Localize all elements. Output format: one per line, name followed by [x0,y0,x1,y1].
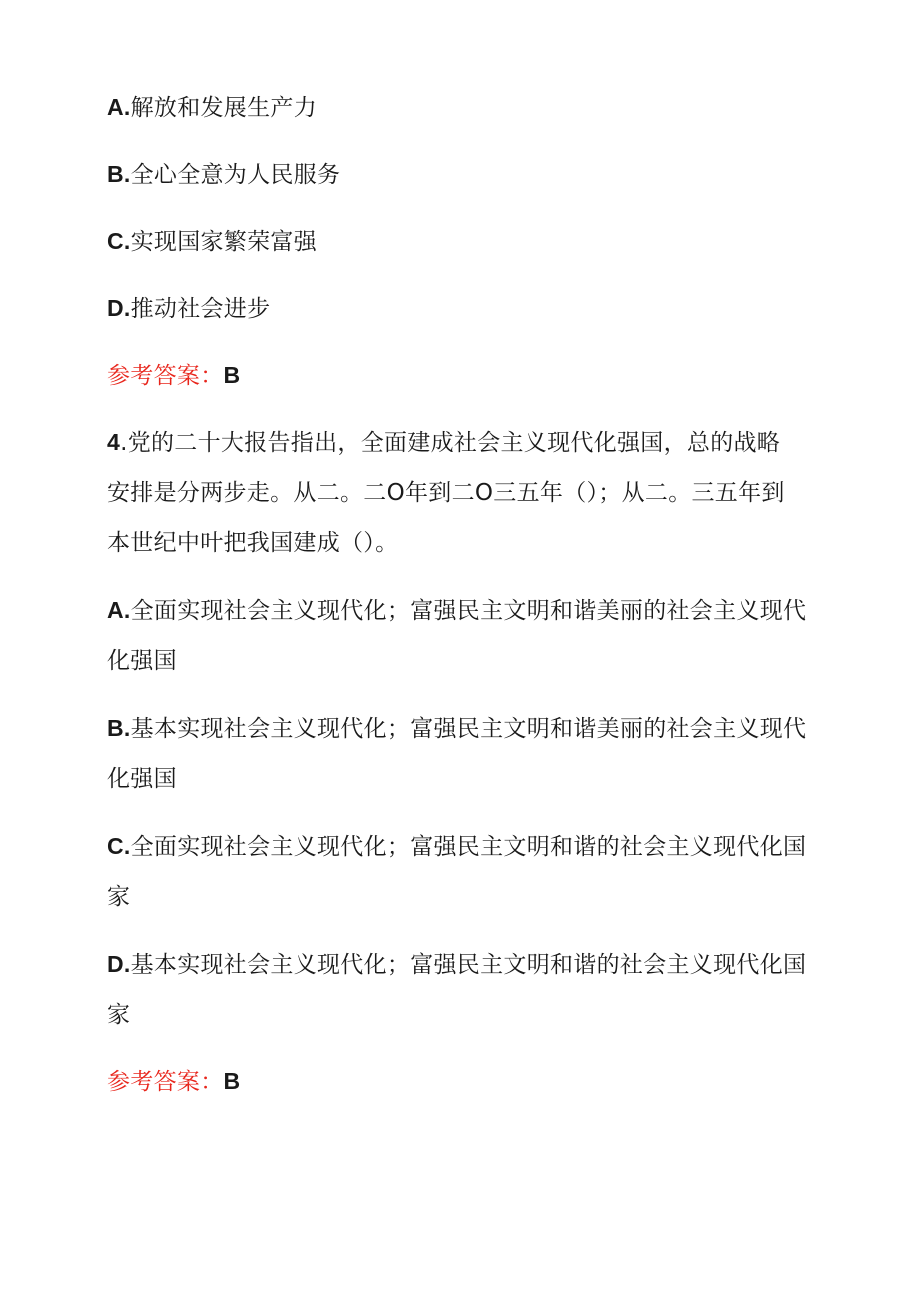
answer-label: 参考答案： [107,363,224,389]
option-text: 实现国家繁荣富强 [130,229,318,255]
q4-option-a [107,595,806,626]
q4-option-b [107,713,806,744]
option-text: 家 [107,1002,131,1028]
option-text: 推动社会进步 [130,296,271,322]
answer-value: B [223,1068,241,1094]
answer-value: B [223,362,241,388]
q4-stem-line-1 [107,427,780,458]
q4-answer [107,1066,240,1097]
q4-stem-line-3 [107,528,398,558]
option-letter: C. [107,833,131,859]
stem-text: 安排是分两步走。从二。二O年到二O三五年（）；从二。三五年到 [107,480,785,506]
option-text: 解放和发展生产力 [130,95,318,121]
option-letter: A. [107,94,131,120]
answer-label: 参考答案： [107,1069,224,1095]
option-text: 全面实现社会主义现代化；富强民主文明和谐的社会主义现代化国 [130,834,807,860]
q4-option-d [107,949,806,980]
option-letter: B. [107,715,131,741]
q3-option-a [107,92,317,123]
option-text: 化强国 [107,648,177,674]
option-letter: D. [107,295,131,321]
q4-stem-line-2 [107,478,785,508]
stem-text: 本世纪中叶把我国建成（）。 [107,530,399,556]
option-letter: C. [107,228,131,254]
option-text: 化强国 [107,766,177,792]
q3-answer [107,360,240,391]
stem-text: .党的二十大报告指出，全面建成社会主义现代化强国，总的战略 [120,430,781,456]
question-number: 4 [107,429,121,455]
q4-option-a-cont [107,646,177,676]
q4-option-c [107,831,806,862]
option-letter: A. [107,597,131,623]
q4-option-d-cont [107,1000,130,1030]
q4-option-b-cont [107,764,177,794]
q3-option-d [107,293,270,324]
option-letter: D. [107,951,131,977]
option-text: 基本实现社会主义现代化；富强民主文明和谐的社会主义现代化国 [130,952,807,978]
option-text: 基本实现社会主义现代化；富强民主文明和谐美丽的社会主义现代 [130,716,807,742]
option-text: 家 [107,884,131,910]
option-text: 全心全意为人民服务 [130,162,341,188]
q3-option-b [107,159,340,190]
q4-option-c-cont [107,882,130,912]
option-text: 全面实现社会主义现代化；富强民主文明和谐美丽的社会主义现代 [130,598,807,624]
option-letter: B. [107,161,131,187]
q3-option-c [107,226,317,257]
